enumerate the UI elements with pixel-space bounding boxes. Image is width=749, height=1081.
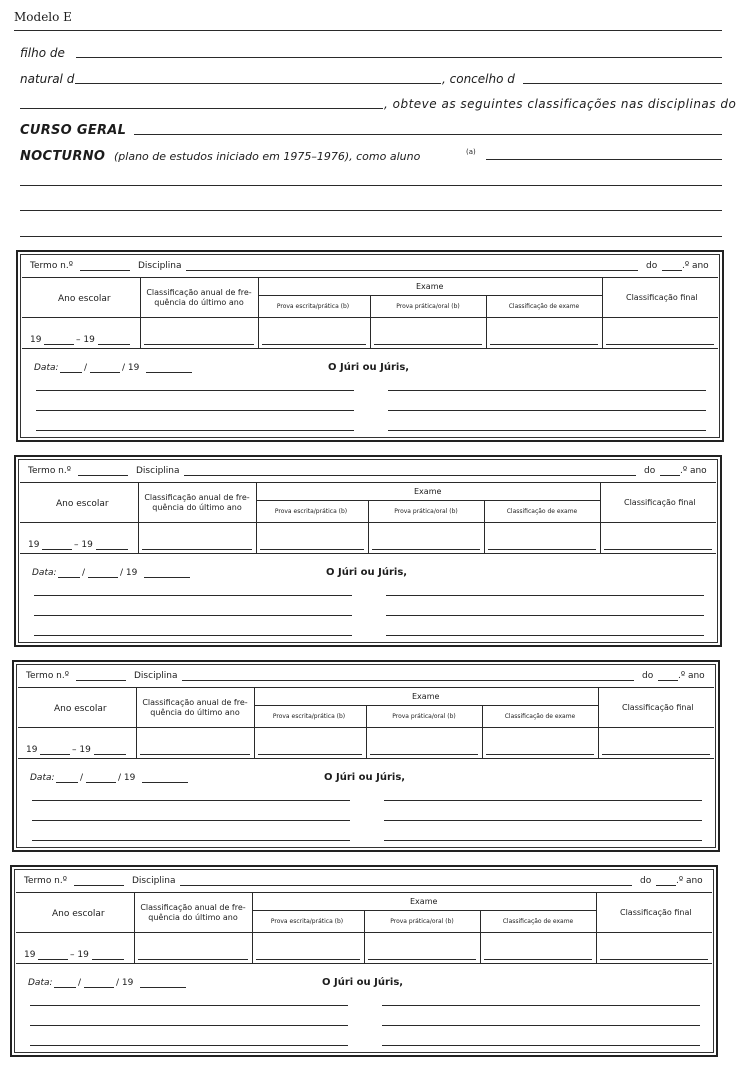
aluno-field[interactable] [486, 159, 722, 160]
data-mes-field[interactable] [90, 372, 120, 373]
data-dia-field[interactable] [56, 782, 78, 783]
natural-field[interactable] [75, 83, 441, 84]
class-exame-field[interactable] [490, 344, 598, 345]
prova-pratica-field[interactable] [374, 344, 482, 345]
col-divider [364, 910, 365, 963]
ano-inicio-field[interactable] [42, 549, 72, 550]
col-divider [134, 892, 135, 963]
data-ano-prefix: / 19 [122, 363, 140, 373]
col-divider [254, 687, 255, 758]
col-divider [370, 295, 371, 348]
termo-label: Termo n.º [30, 261, 73, 271]
data-ano-field[interactable] [146, 372, 192, 373]
disciplina-label: Disciplina [134, 671, 178, 681]
exame-header: Exame [412, 692, 440, 701]
signature-line[interactable] [36, 430, 354, 431]
termo-number-field[interactable] [78, 475, 128, 476]
data-mes-field[interactable] [88, 577, 118, 578]
col-divider [602, 277, 603, 348]
prova-pratica-header: Prova prática/oral (b) [390, 918, 454, 925]
juri-label: O Júri ou Júris, [328, 362, 410, 373]
ano-19-a: 19 [24, 950, 36, 960]
table-mid-line [16, 932, 712, 933]
class-exame-header: Classificação de exame [504, 713, 576, 720]
termo-label: Termo n.º [24, 876, 67, 886]
nota-a: (a) [466, 148, 476, 156]
signature-line[interactable] [388, 430, 706, 431]
col-divider [366, 705, 367, 758]
ano-19-b: – 19 [70, 950, 89, 960]
ano-number-field[interactable] [660, 475, 680, 476]
ano-inicio-field[interactable] [40, 754, 70, 755]
termo-block-3-content [12, 660, 720, 852]
signature-line[interactable] [382, 1025, 700, 1026]
table-mid-line [20, 522, 716, 523]
data-ano-field[interactable] [144, 577, 190, 578]
data-dia-field[interactable] [60, 372, 82, 373]
termo-number-field[interactable] [80, 270, 130, 271]
nocturno-label: NOCTURNO [20, 149, 106, 164]
class-anual-field[interactable] [138, 959, 248, 960]
table-mid-line [22, 317, 718, 318]
table-bottom-line [16, 963, 712, 964]
ano-19-b: – 19 [76, 335, 95, 345]
termo-block-2-content [14, 455, 722, 647]
signature-line[interactable] [30, 1025, 348, 1026]
data-mes-field[interactable] [86, 782, 116, 783]
class-final-header: Classificação final [622, 703, 694, 712]
prova-escrita-field[interactable] [260, 549, 364, 550]
col-divider [258, 277, 259, 348]
data-label: Data: [30, 773, 55, 783]
col-divider [486, 295, 487, 348]
prova-escrita-header: Prova escrita/prática (b) [274, 508, 348, 515]
filho-de-label: filho de [20, 46, 65, 60]
class-final-field[interactable] [602, 754, 710, 755]
class-anual-line2: quência do último ano [152, 503, 242, 512]
ano-fim-field[interactable] [98, 344, 130, 345]
ano-number-field[interactable] [662, 270, 682, 271]
class-exame-header: Classificação de exame [508, 303, 580, 310]
exame-underline [252, 910, 596, 911]
table-top-line [18, 687, 714, 688]
signature-line[interactable] [386, 595, 704, 596]
col-divider [138, 482, 139, 553]
curso-geral-label: CURSO GERAL [20, 123, 127, 138]
class-anual-header [138, 698, 252, 718]
signature-line[interactable] [30, 1045, 348, 1046]
col-divider [256, 482, 257, 553]
col-divider [136, 687, 137, 758]
do-label: do [646, 261, 658, 271]
ano-inicio-field[interactable] [44, 344, 74, 345]
prova-pratica-field[interactable] [368, 959, 476, 960]
col-divider [596, 892, 597, 963]
exame-header: Exame [410, 897, 438, 906]
class-anual-header [140, 493, 254, 513]
data-label: Data: [32, 568, 57, 578]
concelho-field-cont[interactable] [20, 108, 383, 109]
curso-geral-field[interactable] [134, 134, 722, 135]
disciplina-field[interactable] [184, 475, 636, 476]
col-divider [598, 687, 599, 758]
disciplina-label: Disciplina [138, 261, 182, 271]
signature-line[interactable] [34, 595, 352, 596]
concelho-field[interactable] [523, 83, 722, 84]
class-final-field[interactable] [600, 959, 708, 960]
termo-label: Termo n.º [26, 671, 69, 681]
signature-line[interactable] [388, 390, 706, 391]
class-exame-field[interactable] [484, 959, 592, 960]
data-dia-field[interactable] [58, 577, 80, 578]
ano-19-a: 19 [26, 745, 38, 755]
signature-line[interactable] [34, 635, 352, 636]
class-anual-line2: quência do último ano [154, 298, 244, 307]
class-anual-header [142, 288, 256, 308]
data-ano-field[interactable] [142, 782, 188, 783]
class-anual-field[interactable] [142, 549, 252, 550]
disciplina-field[interactable] [182, 680, 634, 681]
class-anual-line1: Classificação anual de fre- [142, 698, 248, 707]
model-label: Modelo E [14, 10, 72, 24]
do-label: do [640, 876, 652, 886]
signature-line[interactable] [32, 840, 350, 841]
class-exame-field[interactable] [486, 754, 594, 755]
class-exame-header: Classificação de exame [506, 508, 578, 515]
signature-line[interactable] [32, 820, 350, 821]
class-final-field[interactable] [604, 549, 712, 550]
exame-underline [256, 500, 600, 501]
blank-line-1[interactable] [20, 185, 722, 186]
exame-underline [258, 295, 602, 296]
data-ano-prefix: / 19 [118, 773, 136, 783]
ano-fim-field[interactable] [92, 959, 124, 960]
blank-line-2[interactable] [20, 210, 722, 211]
class-anual-field[interactable] [144, 344, 254, 345]
signature-line[interactable] [382, 1045, 700, 1046]
ano-escolar-header: Ano escolar [58, 294, 111, 304]
ano-number-field[interactable] [656, 885, 676, 886]
signature-line[interactable] [32, 800, 350, 801]
ano-fim-field[interactable] [94, 754, 126, 755]
class-final-header: Classificação final [624, 498, 696, 507]
class-anual-line2: quência do último ano [150, 708, 240, 717]
ano-escolar-header: Ano escolar [52, 909, 105, 919]
juri-label: O Júri ou Júris, [322, 977, 404, 988]
data-slash: / [84, 363, 88, 373]
class-anual-line1: Classificação anual de fre- [140, 903, 246, 912]
termo-number-field[interactable] [76, 680, 126, 681]
prova-escrita-header: Prova escrita/prática (b) [272, 713, 346, 720]
col-divider [482, 705, 483, 758]
ano-19-a: 19 [30, 335, 42, 345]
blank-line-3[interactable] [20, 236, 722, 237]
class-final-header: Classificação final [626, 293, 698, 302]
class-exame-header: Classificação de exame [502, 918, 574, 925]
prova-pratica-field[interactable] [372, 549, 480, 550]
filho-de-field[interactable] [76, 57, 722, 58]
prova-escrita-field[interactable] [262, 344, 366, 345]
termo-number-field[interactable] [74, 885, 124, 886]
concelho-label: , concelho d [442, 72, 515, 86]
do-label: do [644, 466, 656, 476]
ano-19-b: – 19 [74, 540, 93, 550]
data-ano-prefix: / 19 [116, 978, 134, 988]
class-anual-line2: quência do último ano [148, 913, 238, 922]
data-label: Data: [28, 978, 53, 988]
class-final-field[interactable] [606, 344, 714, 345]
exame-header: Exame [416, 282, 444, 291]
exame-header: Exame [414, 487, 442, 496]
table-bottom-line [20, 553, 716, 554]
data-ano-prefix: / 19 [120, 568, 138, 578]
table-bottom-line [18, 758, 714, 759]
class-anual-line1: Classificação anual de fre- [144, 493, 250, 502]
ano-escolar-header: Ano escolar [56, 499, 109, 509]
prova-escrita-field[interactable] [256, 959, 360, 960]
signature-line[interactable] [384, 820, 702, 821]
ano-19-b: – 19 [72, 745, 91, 755]
prova-pratica-header: Prova prática/oral (b) [396, 303, 460, 310]
ano-fim-field[interactable] [96, 549, 128, 550]
signature-line[interactable] [382, 1005, 700, 1006]
termo-block-4-content [10, 865, 718, 1057]
plano-text: (plano de estudos iniciado em 1975–1976), como aluno [114, 150, 421, 163]
disciplina-label: Disciplina [136, 466, 180, 476]
table-mid-line [18, 727, 714, 728]
exame-underline [254, 705, 598, 706]
ano-19-a: 19 [28, 540, 40, 550]
class-final-header: Classificação final [620, 908, 692, 917]
signature-line[interactable] [388, 410, 706, 411]
disciplina-field[interactable] [180, 885, 632, 886]
prova-escrita-field[interactable] [258, 754, 362, 755]
signature-line[interactable] [386, 615, 704, 616]
prova-pratica-header: Prova prática/oral (b) [392, 713, 456, 720]
col-divider [252, 892, 253, 963]
class-exame-field[interactable] [488, 549, 596, 550]
do-label: do [642, 671, 654, 681]
prova-pratica-field[interactable] [370, 754, 478, 755]
data-dia-field[interactable] [54, 987, 76, 988]
header-line-1[interactable] [14, 30, 722, 31]
ano-inicio-field[interactable] [38, 959, 68, 960]
ano-label: .º ano [678, 671, 705, 681]
table-top-line [22, 277, 718, 278]
signature-line[interactable] [36, 390, 354, 391]
data-ano-field[interactable] [140, 987, 186, 988]
signature-line[interactable] [36, 410, 354, 411]
col-divider [368, 500, 369, 553]
signature-line[interactable] [30, 1005, 348, 1006]
col-divider [140, 277, 141, 348]
natural-label: natural d [20, 72, 75, 86]
table-top-line [16, 892, 712, 893]
data-slash: / [82, 568, 86, 578]
class-anual-header [136, 903, 250, 923]
ano-label: .º ano [682, 261, 709, 271]
col-divider [484, 500, 485, 553]
ano-label: .º ano [680, 466, 707, 476]
signature-line[interactable] [386, 635, 704, 636]
table-bottom-line [22, 348, 718, 349]
data-slash: / [80, 773, 84, 783]
prova-escrita-header: Prova escrita/prática (b) [270, 918, 344, 925]
juri-label: O Júri ou Júris, [324, 772, 406, 783]
col-divider [480, 910, 481, 963]
ano-escolar-header: Ano escolar [54, 704, 107, 714]
juri-label: O Júri ou Júris, [326, 567, 408, 578]
prova-pratica-header: Prova prática/oral (b) [394, 508, 458, 515]
disciplina-label: Disciplina [132, 876, 176, 886]
disciplina-field[interactable] [186, 270, 638, 271]
signature-line[interactable] [384, 800, 702, 801]
data-mes-field[interactable] [84, 987, 114, 988]
termo-block-1-content [16, 250, 724, 442]
class-anual-line1: Classificação anual de fre- [146, 288, 252, 297]
col-divider [600, 482, 601, 553]
ano-number-field[interactable] [658, 680, 678, 681]
table-top-line [20, 482, 716, 483]
ano-label: .º ano [676, 876, 703, 886]
class-anual-field[interactable] [140, 754, 250, 755]
obteve-text: , obteve as seguintes classificações nas disciplinas do [384, 97, 737, 111]
signature-line[interactable] [384, 840, 702, 841]
signature-line[interactable] [34, 615, 352, 616]
data-label: Data: [34, 363, 59, 373]
prova-escrita-header: Prova escrita/prática (b) [276, 303, 350, 310]
termo-label: Termo n.º [28, 466, 71, 476]
data-slash: / [78, 978, 82, 988]
